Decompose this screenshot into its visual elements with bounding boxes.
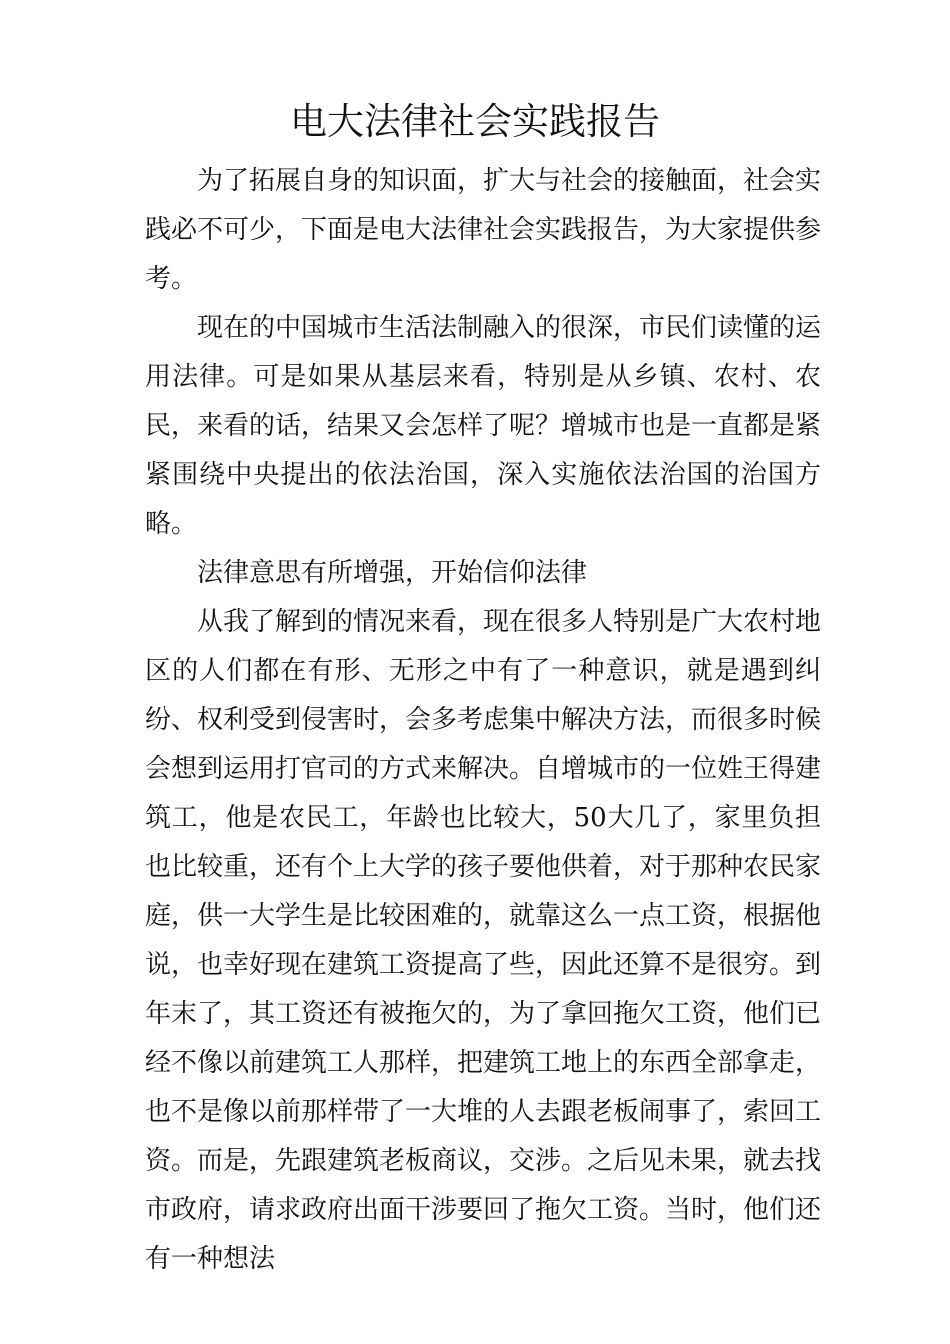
section-heading: 法律意思有所增强，开始信仰法律: [197, 558, 588, 588]
paragraph-urban-law: 现在的中国城市生活法制融入的很深，市民们读懂的运用法律。可是如果从基层来看，特别是从乡镇、农村、农民，来看的话，结果又会怎样了呢？增城市也是一直都是紧紧围绕中央提出的依法治国，深入实施依法治国的治国方略。: [145, 313, 822, 539]
paragraph-intro: 为了拓展自身的知识面，扩大与社会的接触面，社会实践必不可少，下面是电大法律社会实践报告，为大家提供参考。: [145, 166, 822, 294]
paragraph-case: 从我了解到的情况来看，现在很多人特别是广大农村地区的人们都在有形、无形之中有了一种意识，就是遇到纠纷、权利受到侵害时，会多考虑集中解决方法，而很多时候会想到运用打官司的方式来解决。自增城市的一位姓王得建筑工，他是农民工，年龄也比较大，50大几了，家里负担也比较重，还有个上大学的孩子要他供着，对于那种农民家庭，供一大学生是比较困难的，就靠这么一点工资，根据他说，也幸好现在建筑工资提高了些，因此还算不是很穷。到年末了，其工资还有被拖欠的，为了拿回拖欠工资，他们已经不像以前建筑工人那样，把建筑工地上的东西全部拿走，也不是像以前那样带了一大堆的人去跟老板闹事了，索回工资。而是，先跟建筑老板商议，交涉。之后见未果，就去找市政府，请求政府出面干涉要回了拖欠工资。当时，他们还有一种想法: [145, 607, 822, 1274]
document-body: [145, 157, 821, 1284]
document-title: 电大法律社会实践报告: [290, 100, 660, 143]
